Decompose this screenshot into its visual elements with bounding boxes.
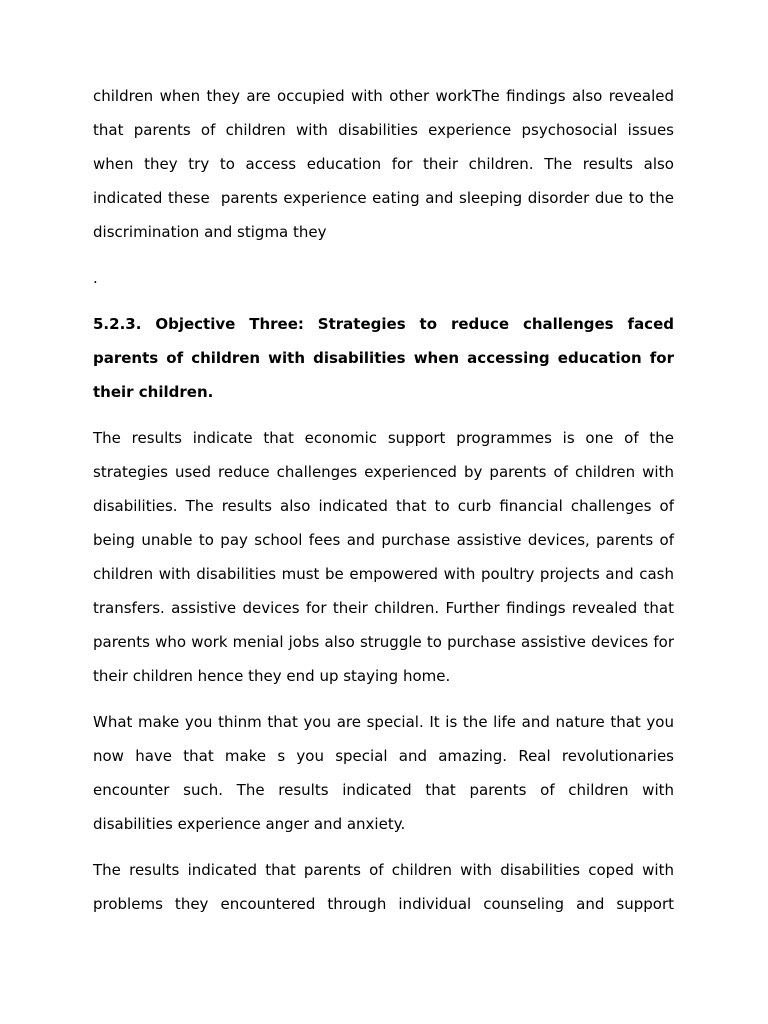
body-paragraph: The results indicate that economic support programmes is one of the strategies used reduce challenges experienced by parents of children with disabilities. The results also indicated that to curb financial challenges of being unable to pay school fees and purchase assistive devices, parents of children with disabilities must be empowered with poultry projects and cash transfers. assistive devices for their children. Further findings revealed that parents who work menial jobs also struggle to purchase assistive devices for their children hence they end up staying home. [93, 429, 679, 685]
stray-period-paragraph: . [93, 269, 98, 287]
document-body [93, 79, 680, 933]
body-paragraph: children when they are occupied with other workThe findings also revealed that parents of children with disabilities experience psychosocial issues when they try to access education for their children. The results also indicated these parents experience eating and sleeping disorder due to the discrimination and stigma they [93, 87, 679, 241]
body-paragraph: What make you thinm that you are special. It is the life and nature that you now have that make s you special and amazing. Real revolutionaries encounter such. The results indicated that parents of children with disabilities experience anger and anxiety. [93, 713, 679, 833]
body-paragraph: The results indicated that parents of children with disabilities coped with problems they encountered through individual counseling and support [93, 861, 679, 913]
section-heading: 5.2.3. Objective Three: Strategies to reduce challenges faced parents of children with disabilities when accessing education for their children. [93, 315, 680, 401]
